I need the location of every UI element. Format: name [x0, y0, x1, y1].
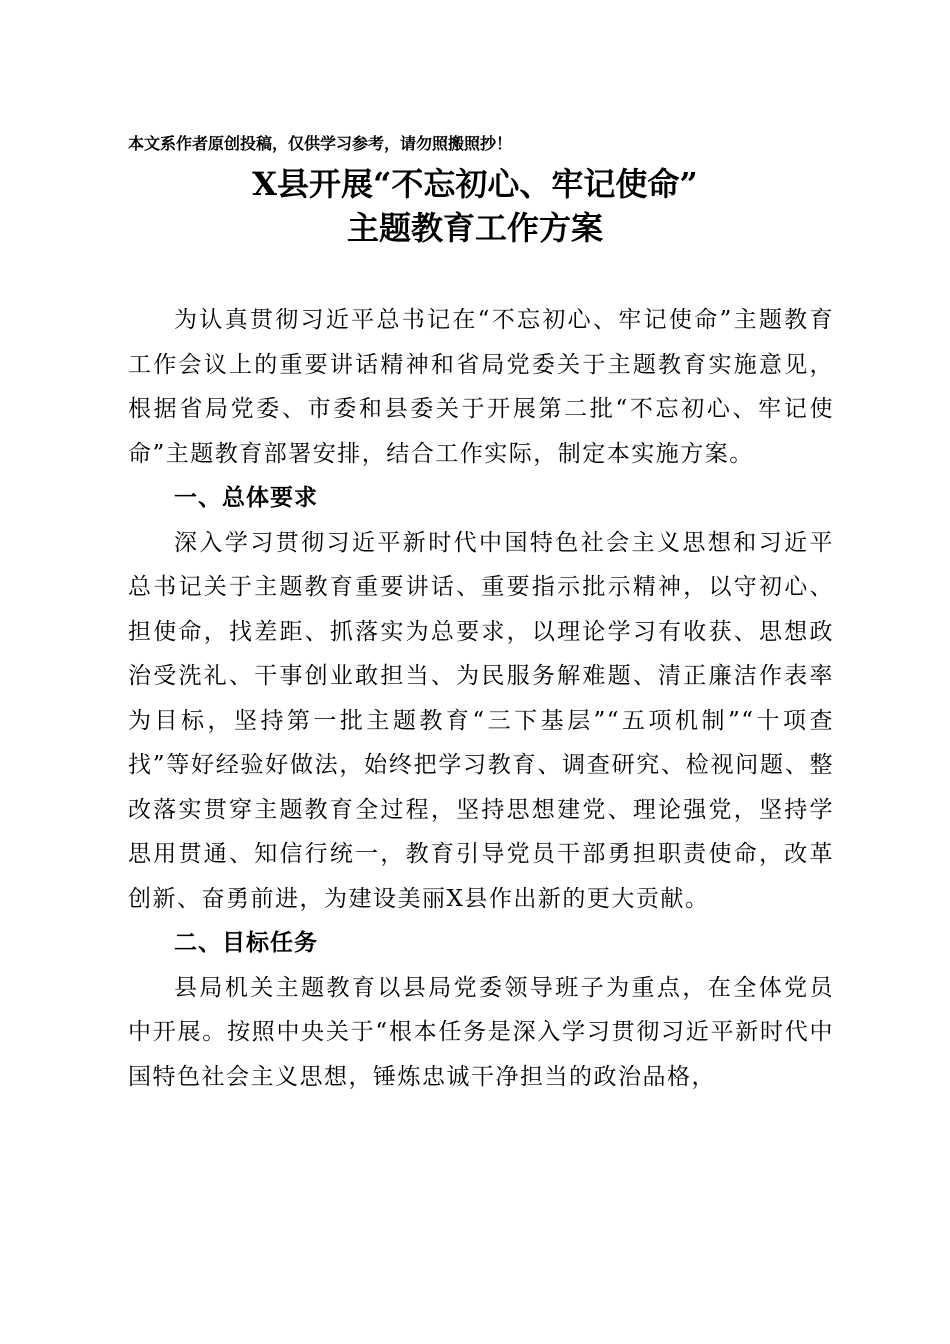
goals-tasks-paragraph: 县局机关主题教育以县局党委领导班子为重点，在全体党员中开展。按照中央关于“根本任务是深入学习贯彻习近平新时代中国特色社会主义思想，锤炼忠诚干净担当的政治品格， — [128, 974, 834, 1090]
overall-requirements-paragraph: 深入学习贯彻习近平新时代中国特色社会主义思想和习近平总书记关于主题教育重要讲话、重要指示批示精神，以守初心、担使命，找差距、抓落实为总要求，以理论学习有收获、思想政治受洗礼、干事创业敢担当、为民服务解难题、清正廉洁作表率为目标，坚持第一批主题教育“三下基层”“五项机制”“十项查找”等好经验好做法，始终把学习教育、调查研究、检视问题、整改落实贯穿主题教育全过程，坚持思想建党、理论强党，坚持学思用贯通、知信行统一，教育引导党员干部勇担职责使命，改革创新、奋勇前进，为建设美丽X县作出新的更大贡献。 — [128, 529, 834, 912]
document-body — [128, 298, 834, 1099]
document-title-line-1: X县开展“不忘初心、牢记使命” — [252, 165, 698, 203]
section-heading-overall-requirements: 一、总体要求 — [174, 485, 318, 511]
document-title-line-2: 主题教育工作方案 — [346, 209, 603, 247]
intro-paragraph: 为认真贯彻习近平总书记在“不忘初心、牢记使命”主题教育工作会议上的重要讲话精神和省局党委关于主题教育实施意见，根据省局党委、市委和县委关于开展第二批“不忘初心、牢记使命”主题教育部署安排，结合工作实际，制定本实施方案。 — [128, 307, 834, 467]
section-heading-goals-tasks: 二、目标任务 — [174, 930, 318, 956]
copyright-notice: 本文系作者原创投稿，仅供学习参考，请勿照搬照抄！ — [128, 134, 513, 153]
